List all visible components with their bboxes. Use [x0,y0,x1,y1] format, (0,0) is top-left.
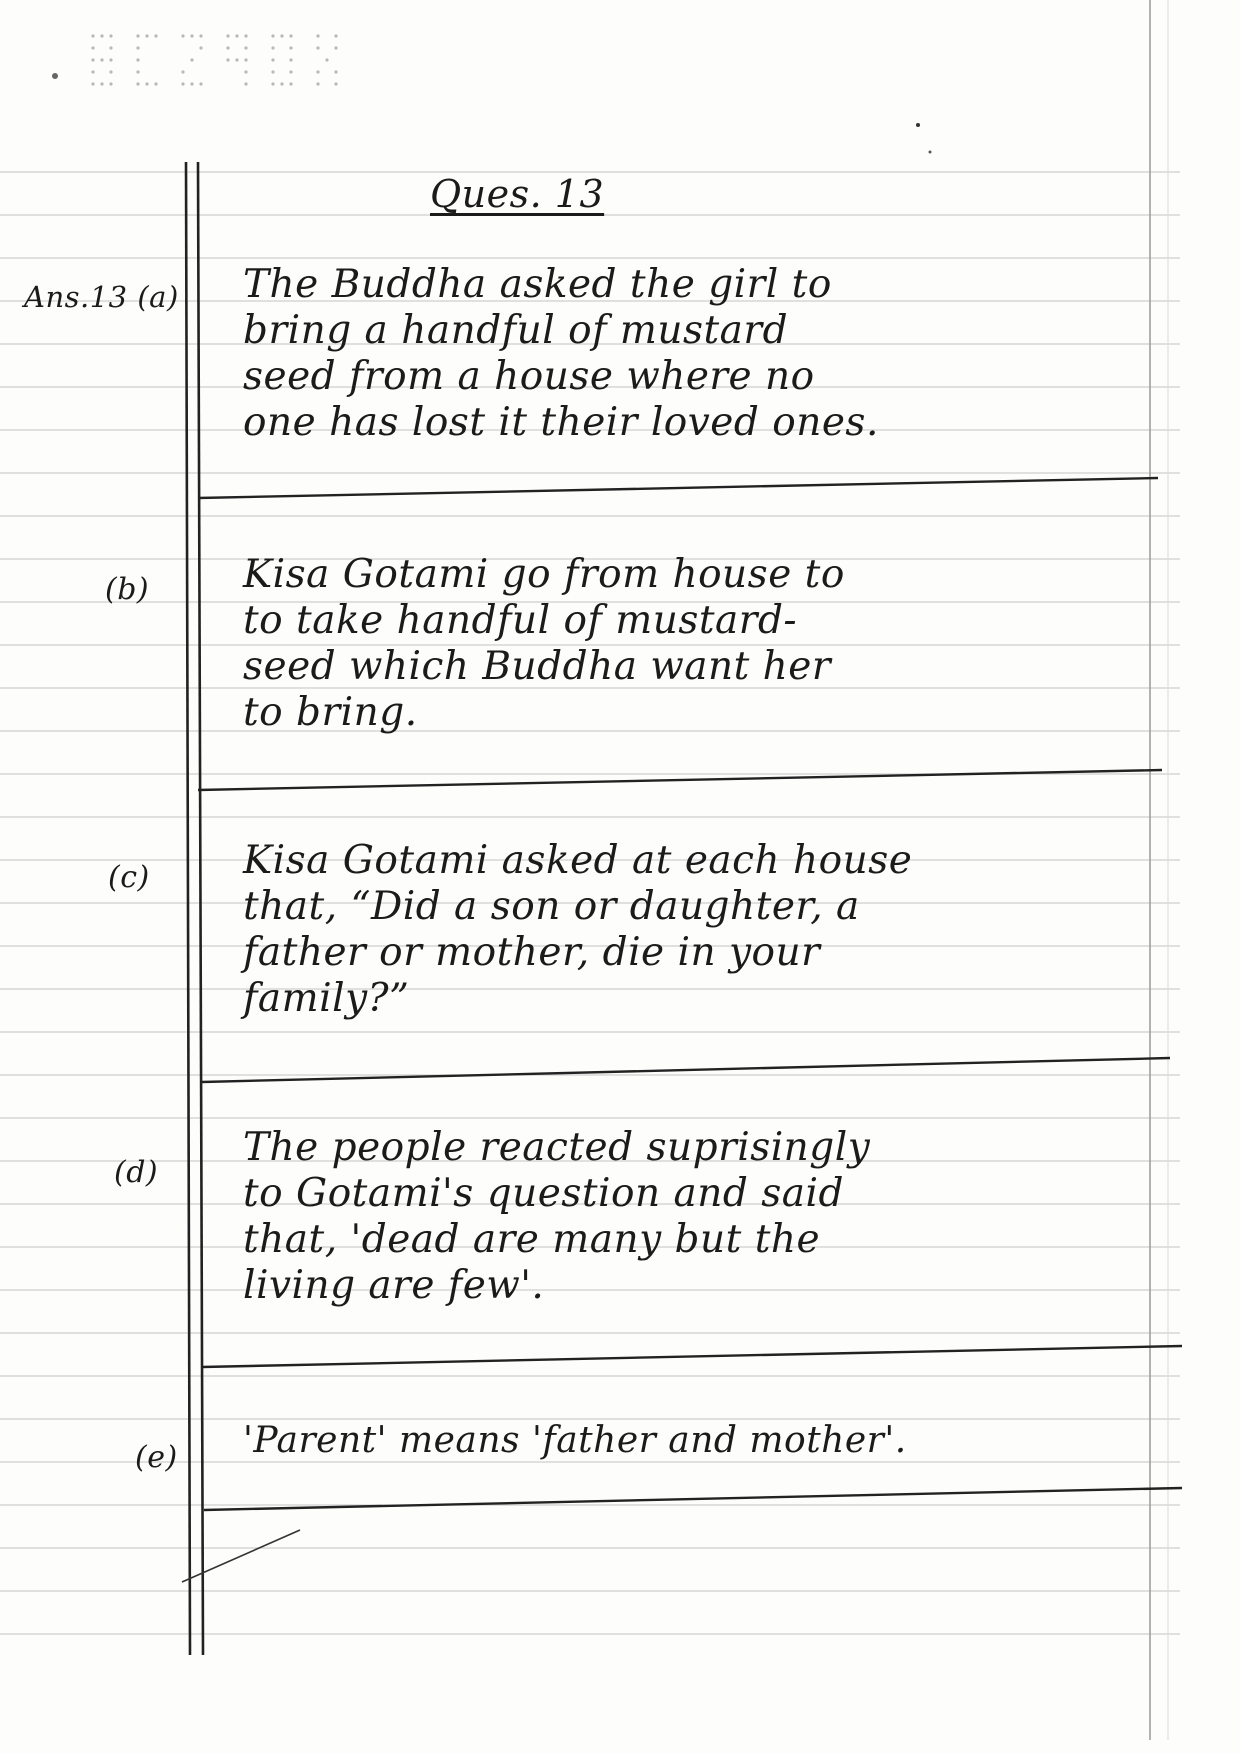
answer-c-line-1: Kisa Gotami asked at each house [243,838,913,883]
answer-d-line-3: that, 'dead are many but the [243,1217,821,1262]
answer-b-line-1: Kisa Gotami go from house to [243,552,845,597]
answer-c-line-3: father or mother, die in your [243,930,821,975]
answer-text-e [243,1418,907,1464]
answer-a-line-2: bring a handful of mustard [243,308,789,353]
answer-d-line-4: living are few'. [243,1263,545,1308]
answer-b-line-2: to take handful of mustard- [243,598,798,643]
answer-a-line-1: The Buddha asked the girl to [243,262,832,307]
answer-d-line-2: to Gotami's question and said [243,1171,844,1216]
answer-e-line-1: 'Parent' means 'father and mother'. [243,1420,907,1461]
answer-label-e: (e) [135,1440,178,1475]
answer-d-line-1: The people reacted suprisingly [243,1125,871,1170]
answer-text-b [243,552,845,736]
answer-text-c [243,838,912,1022]
answer-label-a: Ans.13 (a) [24,280,179,314]
answer-text-a [243,262,879,446]
answer-b-line-3: seed which Buddha want her [243,644,832,689]
answer-label-c: (c) [108,860,150,895]
answer-text-d [243,1125,870,1309]
question-heading: Ques. 13 [430,172,605,216]
answer-a-line-3: seed from a house where no [243,354,815,399]
answer-a-line-4: one has lost it their loved ones. [243,400,879,445]
answer-label-d: (d) [114,1155,159,1190]
page-number-dot-print [88,28,358,108]
answer-c-line-4: family?” [243,976,410,1021]
answer-c-line-2: that, “Did a son or daughter, a [243,884,860,929]
answer-b-line-4: to bring. [243,690,418,735]
answer-label-b: (b) [105,572,150,607]
